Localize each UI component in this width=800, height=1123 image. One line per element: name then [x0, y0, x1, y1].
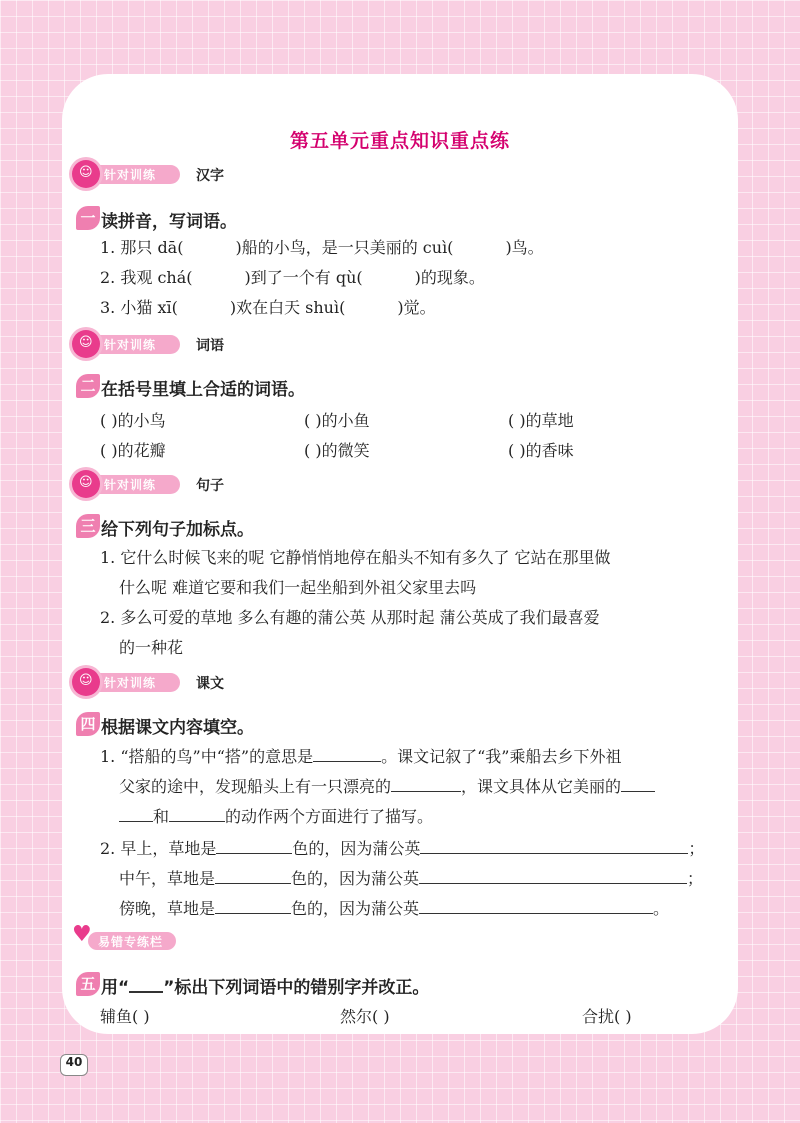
training-badge: ☺ 针对训练: [72, 668, 180, 696]
section-label-ciyu: 词语: [196, 338, 224, 354]
q4-line-6: 傍晚，草地是 色的，因为蒲公英 。: [119, 899, 670, 918]
q2-item: ( )的草地: [508, 411, 574, 430]
answer-blank[interactable]: [169, 805, 225, 822]
page-title: 第五单元重点知识重点练: [289, 130, 510, 152]
answer-blank[interactable]: [215, 897, 291, 914]
sun-face-icon: ☺: [72, 330, 100, 358]
balloon-heart-icon: ♥: [72, 922, 92, 947]
page-number: 40: [60, 1054, 88, 1076]
q2-item: ( )的香味: [508, 441, 574, 460]
sun-face-icon: ☺: [72, 668, 100, 696]
answer-blank[interactable]: [419, 897, 653, 914]
q3-line-3: 2. 多么可爱的草地 多么有趣的蒲公英 从那时起 蒲公英成了我们最喜爱: [100, 608, 600, 627]
answer-blank[interactable]: [313, 745, 381, 762]
underline-sample: [129, 977, 163, 993]
answer-blank[interactable]: [215, 867, 291, 884]
section-label-juzi: 句子: [196, 478, 224, 494]
q5-item: 合扰( ): [582, 1007, 632, 1026]
answer-blank[interactable]: [391, 775, 461, 792]
q2-item: ( )的微笑: [304, 441, 370, 460]
answer-blank[interactable]: [419, 867, 687, 884]
sun-face-icon: ☺: [72, 160, 100, 188]
q2-item: ( )的小鱼: [304, 411, 370, 430]
section-label-kewen: 课文: [196, 676, 224, 692]
training-badge: ☺ 针对训练: [72, 330, 180, 358]
answer-blank[interactable]: [420, 837, 688, 854]
q5-item: 辅鱼( ): [100, 1007, 150, 1026]
q4-line-4: 2. 早上，草地是 色的，因为蒲公英 ；: [100, 839, 705, 858]
q2-item: ( )的小鸟: [100, 411, 166, 430]
q1-line-3: 3. 小猫 xī( )欢在白天 shuì( )觉。: [100, 298, 436, 317]
q1-line-2: 2. 我观 chá( )到了一个有 qù( )的现象。: [100, 268, 485, 287]
sun-face-icon: ☺: [72, 470, 100, 498]
answer-blank[interactable]: [216, 837, 292, 854]
training-badge: ☺ 针对训练: [72, 470, 180, 498]
q2-item: ( )的花瓣: [100, 441, 166, 460]
error-practice-badge: ♥ 易错专练栏: [72, 924, 176, 954]
answer-blank[interactable]: [621, 775, 655, 792]
q3-line-1: 1. 它什么时候飞来的呢 它静悄悄地停在船头不知有多久了 它站在那里做: [100, 548, 611, 567]
q3-line-4: 的一种花: [119, 638, 184, 657]
q4-line-2: 父家的途中，发现船头上有一只漂亮的 ，课文具体从它美丽的: [119, 775, 655, 798]
q1-line-1: 1. 那只 dā( )船的小鸟，是一只美丽的 cuì( )鸟。: [100, 238, 544, 257]
q4-line-1: 1. “搭船的鸟”中“搭”的意思是 。课文记叙了“我”乘船去乡下外祖: [100, 747, 622, 766]
q3-line-2: 什么呢 难道它要和我们一起坐船到外祖父家里去吗: [119, 578, 477, 597]
answer-blank[interactable]: [119, 805, 153, 822]
q4-line-3: 和 的动作两个方面进行了描写。: [119, 805, 433, 828]
training-badge: ☺ 针对训练: [72, 160, 180, 188]
q4-line-5: 中午，草地是 色的，因为蒲公英 ；: [119, 869, 704, 888]
q5-item: 然尔( ): [340, 1007, 390, 1026]
section-label-hanzi: 汉字: [196, 168, 224, 184]
